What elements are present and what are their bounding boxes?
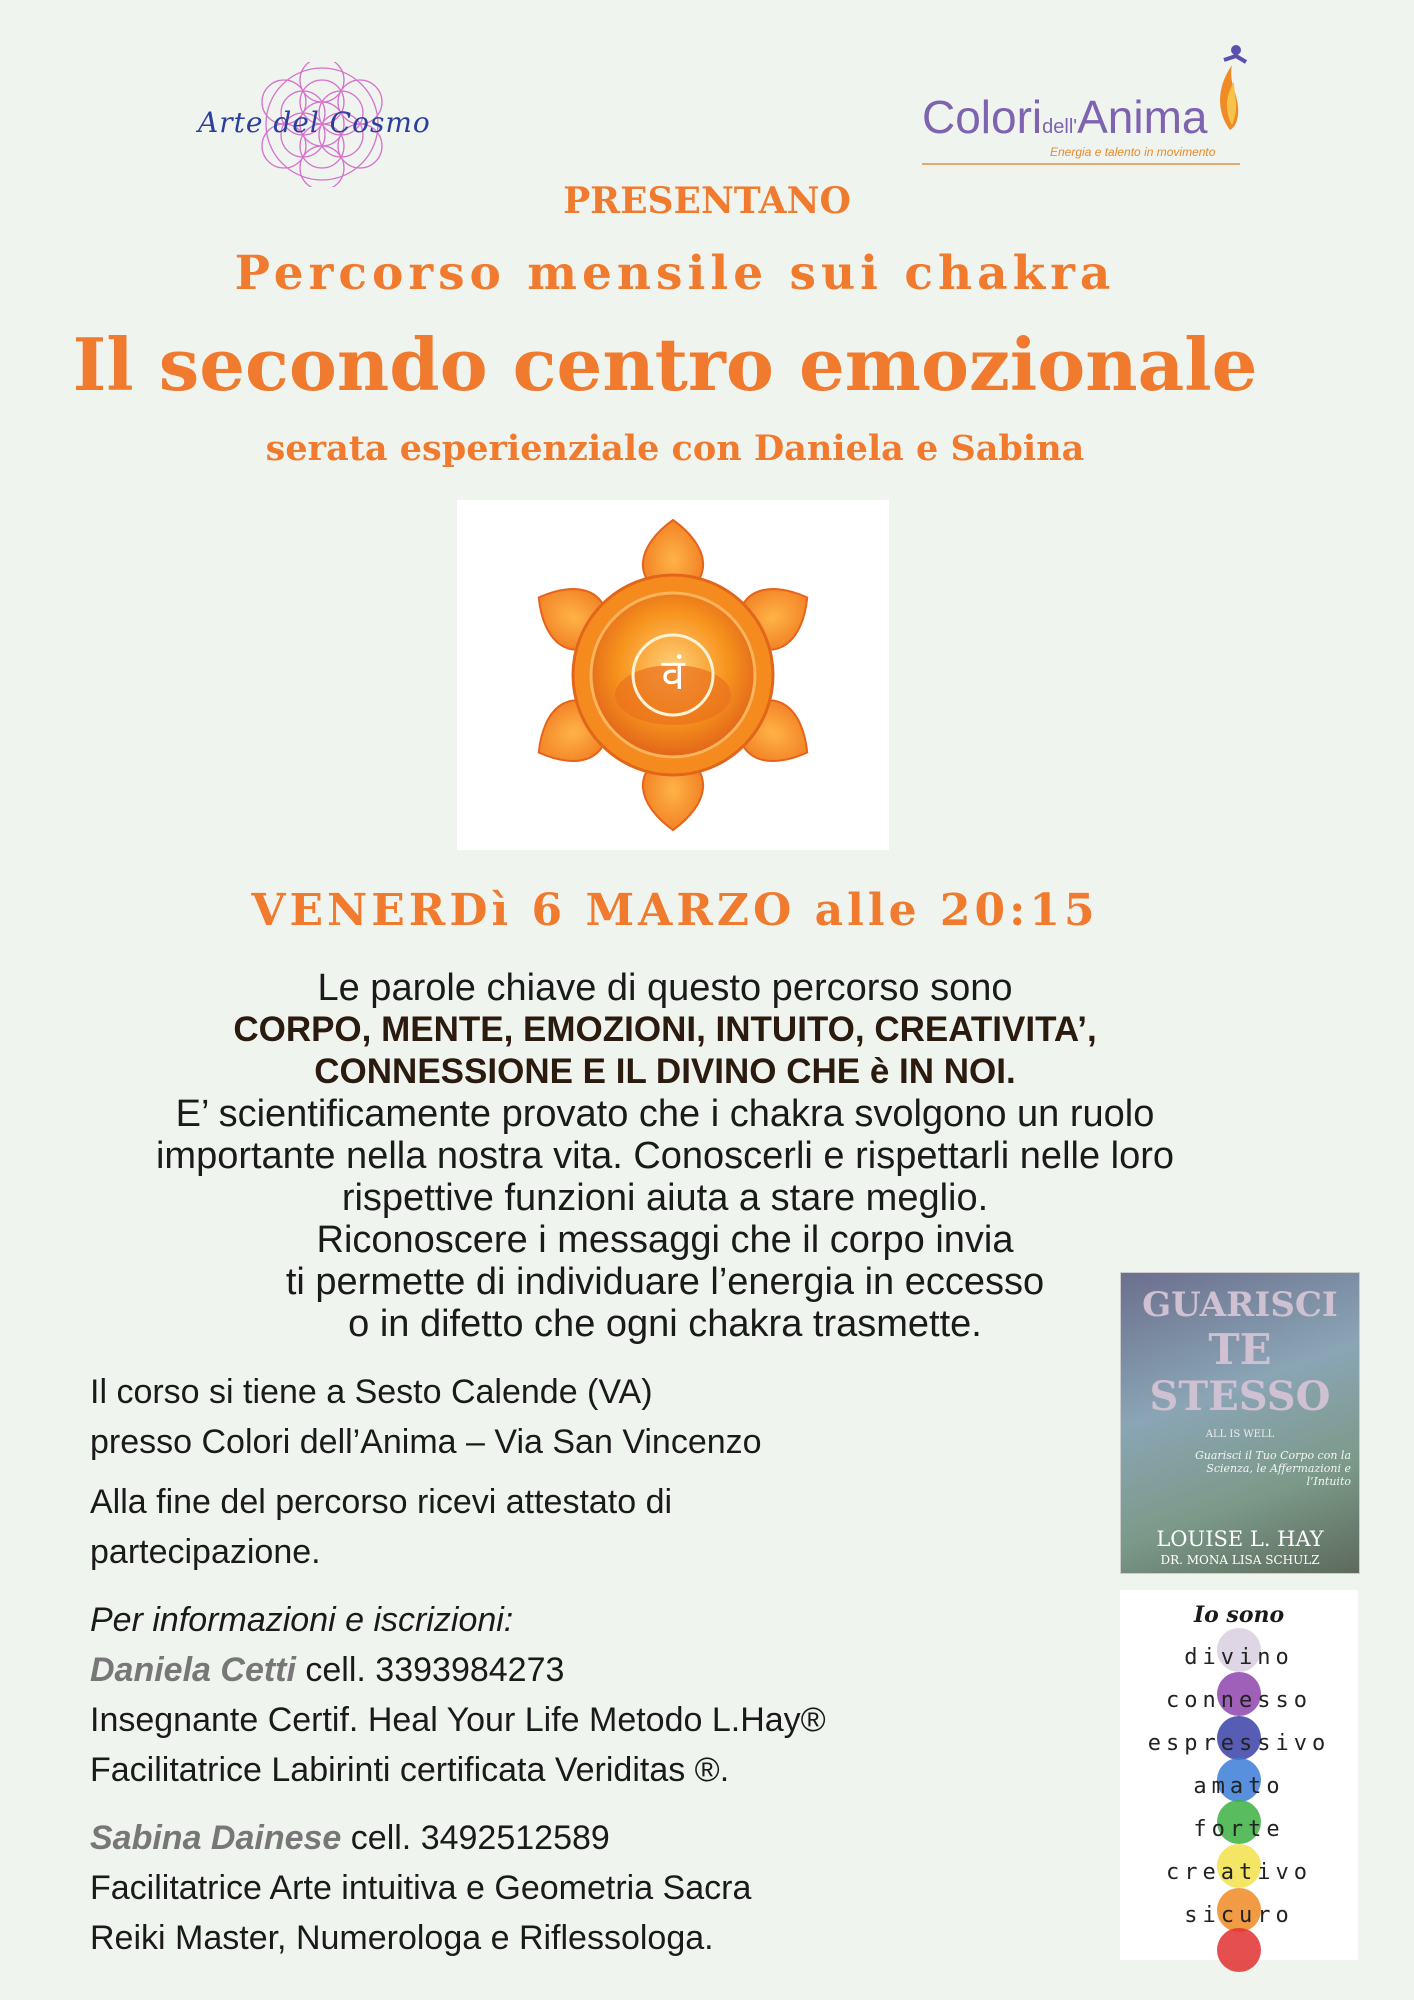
event-date: VENERDì 6 MARZO alle 20:15 <box>251 885 1099 936</box>
keywords-intro: Le parole chiave di questo percorso sono <box>317 967 1013 1009</box>
affirmation-word: forte <box>1193 1817 1285 1842</box>
page-title: Il secondo centro emozionale <box>72 322 1258 407</box>
book-title-3: STESSO <box>1149 1373 1331 1420</box>
location-line-1: Il corso si tiene a Sesto Calende (VA) <box>90 1373 653 1411</box>
flame-figure-icon <box>1210 40 1250 135</box>
logo-underline <box>922 163 1240 165</box>
description-line: rispettive funzioni aiuta a stare meglio. <box>341 1177 989 1219</box>
book-title-1: GUARISCI <box>1142 1285 1338 1325</box>
description-text <box>40 967 1290 1345</box>
affirmation-word: creativo <box>1166 1860 1312 1885</box>
course-subtitle: Percorso mensile sui chakra <box>234 246 1116 301</box>
daniela-name: Daniela Cetti <box>90 1651 296 1689</box>
sacral-chakra-icon <box>457 500 889 850</box>
contact-info-sabina <box>90 1813 751 1963</box>
affirmation-heading: Io sono <box>1193 1602 1285 1628</box>
certificate-line-2: partecipazione. <box>90 1533 321 1571</box>
arte-del-cosmo-text: Arte del Cosmo <box>198 106 431 139</box>
affirmation-card <box>1120 1590 1358 1960</box>
description-line: ti permette di individuare l’energia in eccesso <box>285 1261 1045 1303</box>
description-line: importante nella nostra vita. Conoscerli e rispettarli nelle loro <box>155 1135 1175 1177</box>
affirmation-word: sicuro <box>1184 1903 1294 1928</box>
chakra-color-dot <box>1217 1928 1261 1972</box>
colori-dell-anima-text: Coloridell'Anima <box>922 91 1208 143</box>
sacral-chakra-image <box>457 500 889 850</box>
book-author: LOUISE L. HAY <box>1156 1527 1324 1551</box>
book-series: ALL IS WELL <box>1205 1429 1275 1440</box>
contact-label: Per informazioni e iscrizioni: <box>90 1601 514 1639</box>
colori-tagline: Energia e talento in movimento <box>1050 145 1216 159</box>
colori-dell-anima-logo <box>920 40 1250 170</box>
sabina-name: Sabina Dainese <box>90 1819 342 1857</box>
keywords-line-1: CORPO, MENTE, EMOZIONI, INTUITO, CREATIVITA’, <box>233 1010 1097 1049</box>
contact-info-daniela <box>90 1595 826 1795</box>
daniela-role-1: Insegnante Certif. Heal Your Life Metodo L.Hay® <box>90 1701 826 1739</box>
sabina-role-1: Facilitatrice Arte intuitiva e Geometria Sacra <box>90 1869 752 1907</box>
affirmation-word: amato <box>1193 1774 1285 1799</box>
daniela-role-2: Facilitatrice Labirinti certificata Veriditas ®. <box>90 1751 730 1789</box>
certificate-info <box>90 1477 672 1577</box>
vam-seed-syllable: वं <box>661 650 685 699</box>
event-tagline: serata esperienziale con Daniela e Sabina <box>265 428 1085 469</box>
arte-del-cosmo-logo <box>190 62 460 187</box>
presentano-heading: PRESENTANO <box>563 180 851 222</box>
daniela-phone[interactable]: cell. 3393984273 <box>295 1651 565 1689</box>
keywords-line-2: CONNESSIONE E IL DIVINO CHE è IN NOI. <box>314 1052 1016 1091</box>
sabina-phone[interactable]: cell. 3492512589 <box>341 1819 610 1857</box>
daniela-contact-line <box>90 1645 826 1695</box>
location-line-2: presso Colori dell’Anima – Via San Vincenzo <box>90 1423 762 1461</box>
book-coauthor: DR. MONA LISA SCHULZ <box>1160 1553 1320 1567</box>
description-line: o in difetto che ogni chakra trasmette. <box>348 1303 982 1345</box>
certificate-line-1: Alla fine del percorso ricevi attestato di <box>90 1483 673 1521</box>
affirmation-word: connesso <box>1166 1688 1312 1713</box>
sabina-role-2: Reiki Master, Numerologa e Riflessologa. <box>90 1919 714 1957</box>
description-line: Riconoscere i messaggi che il corpo invia <box>316 1219 1014 1261</box>
book-title-2: TE <box>1208 1325 1272 1374</box>
affirmation-word: divino <box>1184 1645 1294 1670</box>
book-cover-image <box>1120 1272 1360 1574</box>
affirmation-word: espressivo <box>1147 1731 1331 1756</box>
book-tagline: Guarisci il Tuo Corpo con la Scienza, le Affermazioni e l’Intuito <box>1195 1449 1351 1488</box>
location-info <box>90 1367 762 1467</box>
description-line: E’ scientificamente provato che i chakra svolgono un ruolo <box>175 1093 1155 1135</box>
sabina-contact-line <box>90 1813 751 1863</box>
